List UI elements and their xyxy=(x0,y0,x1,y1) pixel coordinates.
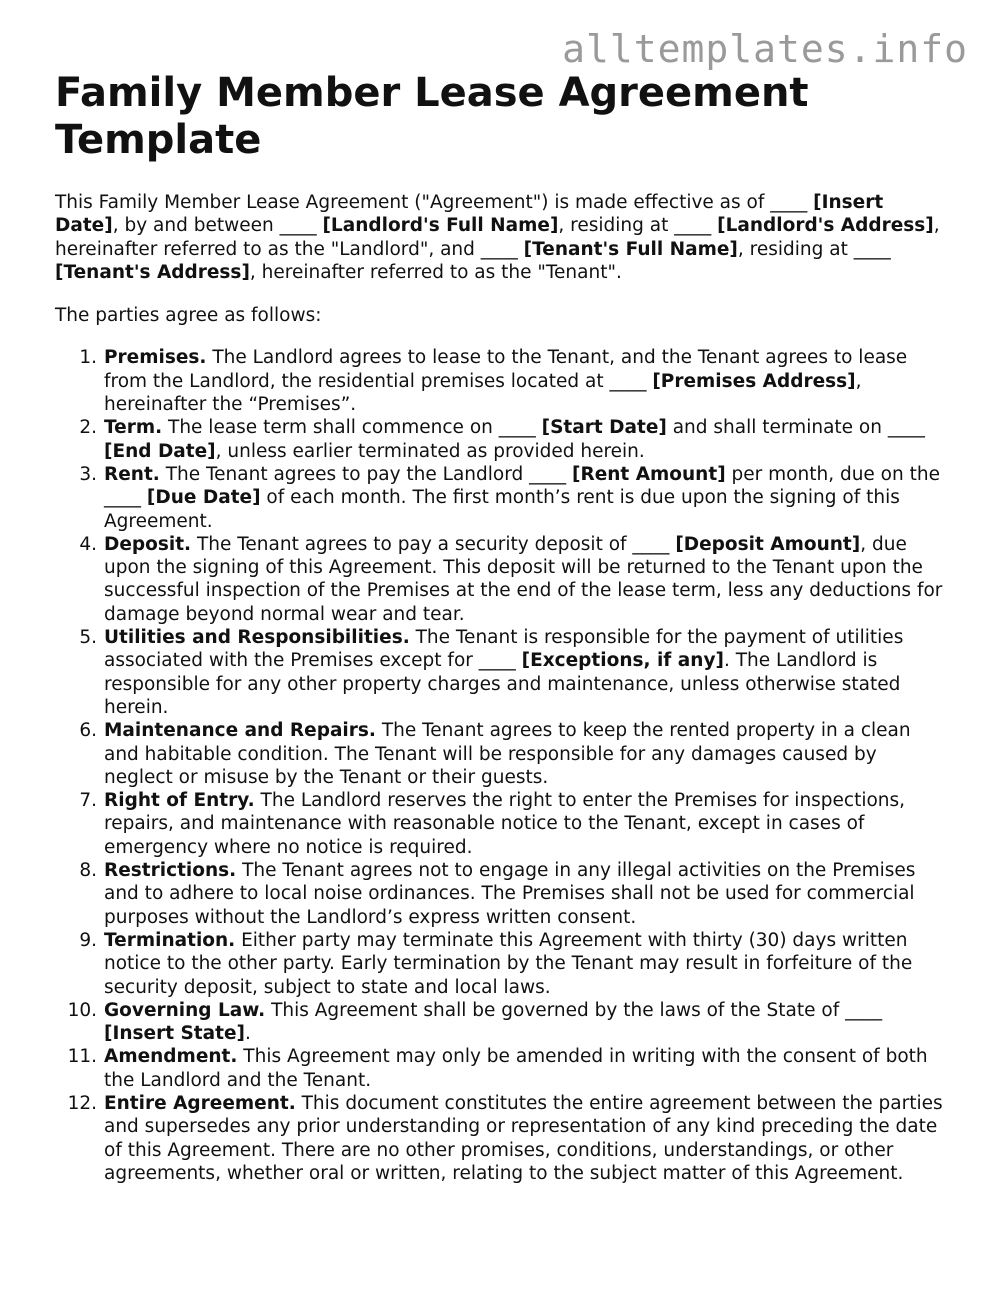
clause-text: . xyxy=(244,1023,251,1045)
clause-placeholder: [Insert State] xyxy=(104,1023,245,1045)
clause-text: , due upon the signing of this Agreement. This deposit will be returned to the Tenant upon the successful inspection of the Premises at the end of the lease term, less any deductions for damage beyond normal wear and tear. xyxy=(104,533,943,625)
clause-text: per month, due on the ____ xyxy=(104,463,940,509)
intro-text: , hereinafter referred to as the "Landlord", and ____ xyxy=(55,215,940,260)
document-body xyxy=(55,70,945,1185)
clauses-list xyxy=(55,346,945,1185)
clause-heading: Maintenance and Repairs. xyxy=(104,720,376,742)
clause-text: The Tenant is responsible for the payment of utilities associated with the Premises except for ____ xyxy=(104,627,904,672)
clause-placeholder: [Premises Address] xyxy=(652,370,856,392)
clause-number: 9. xyxy=(79,929,97,951)
clause-text: This document constitutes the entire agreement between the parties and supersedes any prior understanding or representation of any kind preceding the date of this Agreement. There are no other promises, conditions, understandings, or other agreements, whether oral or written, relating to the subject matter of this Agreement. xyxy=(104,1092,943,1184)
clause-placeholder: [Start Date] xyxy=(541,417,667,439)
intro-paragraph xyxy=(55,191,945,284)
intro-text: , by and between ____ xyxy=(112,215,323,237)
clause-heading: Right of Entry. xyxy=(104,790,255,812)
clause-item xyxy=(55,929,945,999)
clause-item xyxy=(55,999,945,1046)
clause-placeholder: [Deposit Amount] xyxy=(675,533,861,555)
clause-number: 12. xyxy=(67,1092,97,1114)
clause-text: The Landlord reserves the right to enter the Premises for inspections, repairs, and maintenance with reasonable notice to the Tenant, except in cases of emergency where no notice is required. xyxy=(104,790,906,858)
clause-item xyxy=(55,626,945,719)
clause-placeholder: [Exceptions, if any] xyxy=(521,650,724,672)
clause-heading: Deposit. xyxy=(104,533,192,555)
clause-number: 5. xyxy=(79,627,97,649)
clause-heading: Utilities and Responsibilities. xyxy=(104,627,410,649)
clause-text: The lease term shall commence on ____ xyxy=(162,417,542,439)
clause-text: , hereinafter the “Premises”. xyxy=(104,370,862,416)
intro-text: , residing at ____ xyxy=(558,215,718,237)
page-title: Family Member Lease Agreement Template xyxy=(55,70,809,163)
clause-item xyxy=(55,1092,945,1185)
placeholder-tenant-name: [Tenant's Full Name] xyxy=(523,238,738,260)
clause-item xyxy=(55,346,945,416)
clause-item xyxy=(55,533,945,626)
intro-text: This Family Member Lease Agreement ("Agreement") is made effective as of ____ xyxy=(55,192,814,213)
clause-heading: Rent. xyxy=(104,463,160,485)
clause-text: of each month. The first month’s rent is due upon the signing of this Agreement. xyxy=(104,487,900,532)
clause-text: The Tenant agrees to keep the rented property in a clean and habitable condition. The Tenant will be responsible for any damages caused by neglect or misuse by the Tenant or their guests. xyxy=(104,720,911,788)
clause-number: 10. xyxy=(67,999,97,1021)
clause-number: 11. xyxy=(67,1046,97,1068)
watermark-text: alltemplates.info xyxy=(562,27,968,71)
clause-placeholder: [Rent Amount] xyxy=(572,463,726,485)
placeholder-insert-date: [Insert Date] xyxy=(55,192,884,237)
clause-heading: Premises. xyxy=(104,347,207,369)
clause-text: The Tenant agrees to pay the Landlord ____ xyxy=(159,463,572,485)
clause-text: The Tenant agrees not to engage in any illegal activities on the Premises and to adhere to local noise ordinances. The Premises shall not be used for commercial purposes without the Landlord’s express written consent. xyxy=(104,860,916,928)
clause-heading: Termination. xyxy=(104,929,236,951)
clause-number: 6. xyxy=(79,720,97,742)
intro-text: , residing at ____ xyxy=(737,238,891,260)
clause-heading: Entire Agreement. xyxy=(104,1092,296,1114)
clause-heading: Restrictions. xyxy=(104,860,237,882)
clause-text: This Agreement may only be amended in writing with the consent of both the Landlord and the Tenant. xyxy=(104,1046,928,1091)
clause-text: The Tenant agrees to pay a security deposit of ____ xyxy=(191,533,676,555)
clause-text: Either party may terminate this Agreement with thirty (30) days written notice to the other party. Early termination by the Tenant may result in forfeiture of the security deposit, subject to state and local laws. xyxy=(104,929,913,998)
intro-text: , hereinafter referred to as the "Tenant". xyxy=(249,261,622,283)
clause-number: 2. xyxy=(79,417,97,439)
clause-heading: Governing Law. xyxy=(104,999,266,1021)
clause-placeholder: [End Date] xyxy=(104,440,216,462)
placeholder-tenant-address: [Tenant's Address] xyxy=(55,261,250,283)
placeholder-landlord-address: [Landlord's Address] xyxy=(717,215,934,237)
clause-item xyxy=(55,416,945,463)
clause-item xyxy=(55,789,945,859)
clause-heading: Term. xyxy=(104,417,163,439)
clause-number: 1. xyxy=(79,347,97,369)
clause-number: 4. xyxy=(79,533,97,555)
clause-text: . The Landlord is responsible for any other property charges and maintenance, unless otherwise stated herein. xyxy=(104,650,901,718)
clause-number: 3. xyxy=(79,463,97,485)
clause-text: and shall terminate on ____ xyxy=(666,417,925,439)
clause-number: 8. xyxy=(79,860,97,882)
clause-item xyxy=(55,463,945,533)
clause-item xyxy=(55,719,945,789)
clause-placeholder: [Due Date] xyxy=(146,487,261,509)
clause-text: , unless earlier terminated as provided herein. xyxy=(215,440,645,462)
clause-number: 7. xyxy=(79,790,97,812)
clause-item xyxy=(55,859,945,929)
clause-heading: Amendment. xyxy=(104,1046,238,1068)
lead-paragraph: The parties agree as follows: xyxy=(55,305,322,327)
clause-item xyxy=(55,1045,945,1092)
placeholder-landlord-name: [Landlord's Full Name] xyxy=(322,215,559,237)
clause-text: This Agreement shall be governed by the laws of the State of ____ xyxy=(265,999,883,1021)
clause-text: The Landlord agrees to lease to the Tenant, and the Tenant agrees to lease from the Landlord, the residential premises located at ____ xyxy=(104,347,908,392)
